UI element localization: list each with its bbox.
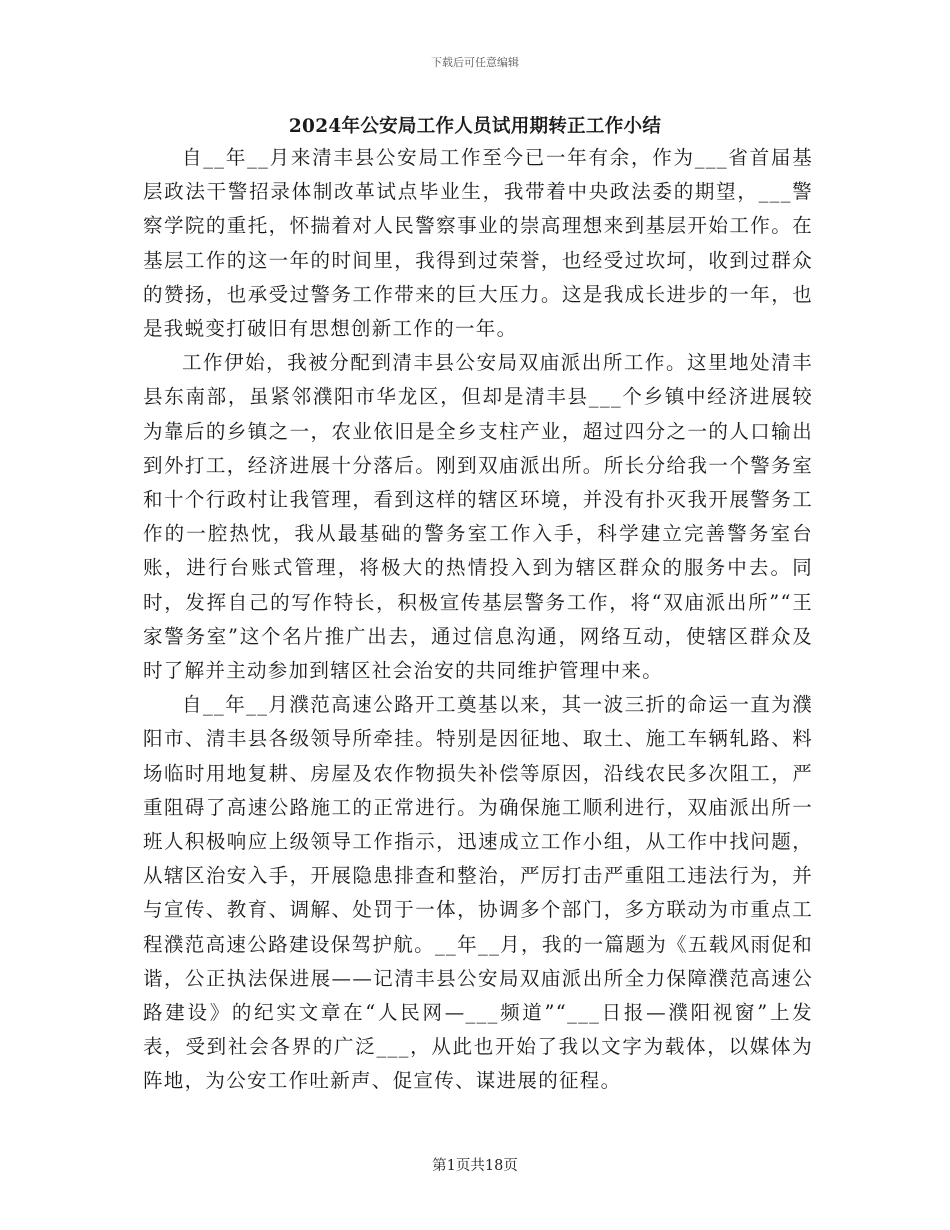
paragraph-3: 自__年__月濮范高速公路开工奠基以来，其一波三折的命运一直为濮阳市、清丰县各级领导所牵挂。特别是因征地、取土、施工车辆轧路、料场临时用地复耕、房屋及农作物损失补偿等原因，沿线农民多次阻工，严重阻碍了高速公路施工的正常进行。为确保施工顺利进行，双庙派出所一班人积极响应上级领导工作指示，迅速成立工作小组，从工作中找问题，从辖区治安入手，开展隐患排查和整治，严厉打击严重阻工违法行为，并与宣传、教育、调解、处罚于一体，协调多个部门，多方联动为市重点工程濮范高速公路建设保驾护航。__年__月，我的一篇题为《五载风雨促和谐，公正执法保进展——记清丰县公安局双庙派出所全力保障濮范高速公路建设》的纪实文章在“人民网—___频道”“___日报—濮阳视窗”上发表，受到社会各界的广泛___，从此也开始了我以文字为载体，以媒体为阵地，为公安工作吐新声、促宣传、谋进展的征程。 (143, 693, 813, 1093)
header-note: 下载后可任意编辑 (431, 56, 519, 69)
paragraph-1: 自__年__月来清丰县公安局工作至今已一年有余，作为___省首届基层政法干警招录体制改革试点毕业生，我带着中央政法委的期望，___警察学院的重托，怀揣着对人民警察事业的崇高理想来到基层开始工作。在基层工作的这一年的时间里，我得到过荣誉，也经受过坎坷，收到过群众的赞扬，也承受过警务工作带来的巨大压力。这是我成长进步的一年，也是我蜕变打破旧有思想创新工作的一年。 (143, 146, 813, 341)
document-title: 2024年公安局工作人员试用期转正工作小结 (288, 116, 662, 137)
page-number-footer: 第1页共18页 (432, 1158, 518, 1174)
document-body (143, 141, 813, 1099)
paragraph-2: 工作伊始，我被分配到清丰县公安局双庙派出所工作。这里地处清丰县东南部，虽紧邻濮阳市华龙区，但却是清丰县___个乡镇中经济进展较为靠后的乡镇之一，农业依旧是全乡支柱产业，超过四分之一的人口输出到外打工，经济进展十分落后。刚到双庙派出所。所长分给我一个警务室和十个行政村让我管理，看到这样的辖区环境，并没有扑灭我开展警务工作的一腔热忱，我从最基础的警务室工作入手，科学建立完善警务室台账，进行台账式管理，将极大的热情投入到为辖区群众的服务中去。同时，发挥自己的写作特长，积极宣传基层警务工作，将“双庙派出所”“王家警务室”这个名片推广出去，通过信息沟通，网络互动，使辖区群众及时了解并主动参加到辖区社会治安的共同维护管理中来。 (143, 351, 813, 683)
